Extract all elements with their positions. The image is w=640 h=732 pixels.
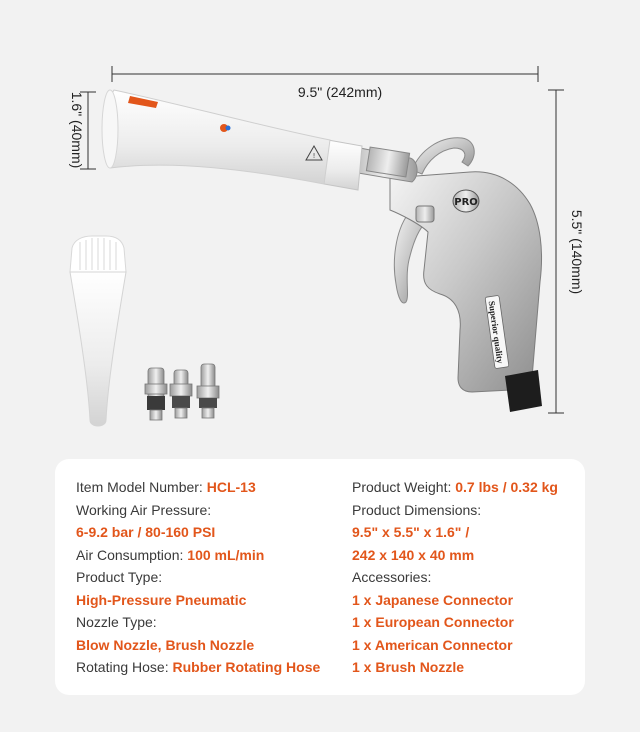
spec-dimensions-value-2 xyxy=(352,544,582,567)
accessory-item xyxy=(352,611,582,634)
spec-type-value xyxy=(76,589,346,612)
spec-model xyxy=(76,476,346,499)
connector-american xyxy=(197,364,219,418)
spec-label: Product Dimensions: xyxy=(352,501,482,518)
spec-label: Accessories: xyxy=(352,569,432,585)
length-dimension xyxy=(112,66,538,100)
air-inlet-cap xyxy=(505,370,542,412)
spec-weight xyxy=(352,476,582,499)
rotating-sleeve xyxy=(324,140,362,190)
spec-value: 100 mL/min xyxy=(187,546,265,563)
spec-label: Product Type: xyxy=(76,569,163,585)
spec-dimensions-value-1 xyxy=(352,521,582,544)
svg-text:!: ! xyxy=(312,152,316,160)
spec-value: Blow Nozzle, Brush Nozzle xyxy=(76,636,255,653)
spec-pressure-value xyxy=(76,521,346,544)
spec-label: Rotating Hose: xyxy=(76,659,169,675)
spec-dimensions-label xyxy=(352,499,582,522)
spec-value: 6-9.2 bar / 80-160 PSI xyxy=(76,524,216,540)
spec-value: High-Pressure Pneumatic xyxy=(76,591,247,608)
spec-column-left xyxy=(76,476,346,679)
spec-column-right xyxy=(352,476,582,679)
connector-european xyxy=(170,370,192,418)
spec-label: Working Air Pressure: xyxy=(76,501,212,518)
spec-type-label xyxy=(76,566,346,589)
spec-label: Nozzle Type: xyxy=(76,614,157,630)
spec-label: Item Model Number: xyxy=(76,479,203,495)
spec-hose xyxy=(76,656,346,679)
hook xyxy=(412,138,474,174)
spec-label: Product Weight: xyxy=(352,479,452,495)
accessory-item xyxy=(352,656,582,679)
svg-text:PRO: PRO xyxy=(454,197,478,208)
air-blow-gun xyxy=(102,90,542,412)
height-dimension xyxy=(548,90,585,413)
spec-nozzle-value xyxy=(76,634,346,657)
spec-value: 1 x European Connector xyxy=(352,614,514,630)
spec-value: Rubber Rotating Hose xyxy=(172,659,321,675)
connector-japanese xyxy=(145,368,167,420)
spec-value: 1 x Brush Nozzle xyxy=(352,659,465,675)
spec-pressure-label xyxy=(76,499,346,522)
pro-badge xyxy=(453,190,479,212)
spec-nozzle-label xyxy=(76,611,346,634)
spec-value: 1 x American Connector xyxy=(352,636,513,653)
spec-value: 1 x Japanese Connector xyxy=(352,591,514,608)
spec-accessories-label xyxy=(352,566,582,589)
brush-nozzle xyxy=(70,236,126,426)
spec-value: 0.7 lbs / 0.32 kg xyxy=(455,479,558,495)
grip-text: Superior quality xyxy=(486,300,506,365)
nozzle-dimension xyxy=(69,92,96,169)
spec-value: HCL-13 xyxy=(206,479,256,495)
trigger xyxy=(394,214,426,303)
accessory-item xyxy=(352,589,582,612)
spec-card xyxy=(55,459,585,695)
nozzle-dimension-label: 1.6" (40mm) xyxy=(69,91,85,169)
spec-value: 242 x 140 x 40 mm xyxy=(352,546,475,563)
spec-value: 9.5" x 5.5" x 1.6" / xyxy=(352,524,470,540)
spec-label: Air Consumption: xyxy=(76,546,184,563)
spec-consumption xyxy=(76,544,346,567)
length-label: 9.5" (242mm) xyxy=(297,84,383,100)
accessory-item xyxy=(352,634,582,657)
height-label: 5.5" (140mm) xyxy=(569,209,585,295)
